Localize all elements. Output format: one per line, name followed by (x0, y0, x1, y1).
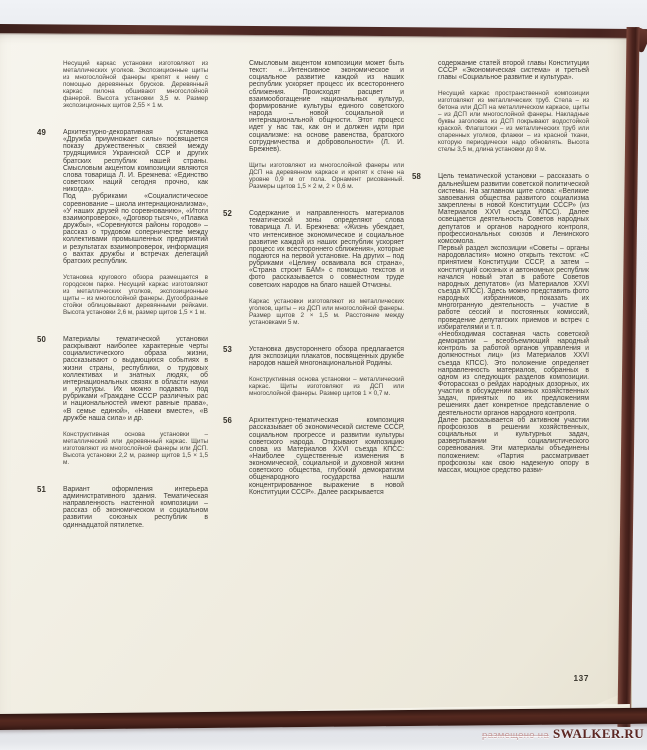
catalog-entry-52 (223, 210, 404, 326)
body-paragraph: Первый раздел экспозиции «Советы – органы народовластия» можно открыть текстом: «С принятием Конституции СССР, а затем – конституций союзных и автономных республик начался новый этап в работе Советов народных депутатов» (из Материалов XXVI съезда КПСС). Здесь можно представить фото народных избранников, показать их многогранную деятельность – участие в работе сессий и постоянных комиссий, проведение депутатских приемов и встреч с избирателями и т. п. (438, 245, 589, 331)
body-paragraph: Архитектурно-тематическая композиция рассказывает об экономической системе СССР, социальном прогрессе и развитии культуры советского народа. Открывают композицию слова из Материалов XXVI съезда КПСС: «Наиболее существенные изменения в экономической, социальной и духовной жизни советского общества, глубокий демократизм общенародного государства нашли концентрированное выражение в новой Конституции СССР». Далее раскрывается (249, 417, 404, 496)
entry-paragraphs (249, 60, 404, 190)
body-paragraph: «Необходимая составная часть советской демократии – всеобъемлющий народный контроль за работой органов управления и должностных лиц» (из Материалов XXVI съезда КПСС). Это положение определяет направленность материалов, собранных в одном из следующих разделов композиции. Фоторассказ о рейдах народных дозорных, их участии в обсуждении важных хозяйственных задач, принятых по их предложениям решениях дает конкретное представление о деятельности органов народного контроля. (438, 330, 589, 417)
catalog-entry-56 (223, 417, 404, 496)
body-paragraph: содержание статей второй главы Конституции СССР «Экономическая система» и третьей главы «Социальное развитие и культура». (438, 60, 589, 82)
entry-number: 58 (412, 172, 422, 182)
catalog-entry-49 (37, 129, 208, 316)
entry-paragraphs (249, 210, 404, 326)
entry-number: 50 (37, 334, 47, 344)
body-paragraph: Далее рассказывается об активном участии профсоюзов в решении хозяйственных, социальных и культурных задач, развертывании социалистического соревнования. Эти материалы объединены положением: «Партия рассматривает профсоюзы как свою надежную опору в массах, мощное средство разви- (438, 416, 589, 474)
text-column-3 (412, 60, 589, 474)
page-number: 137 (573, 674, 589, 683)
watermark (482, 726, 644, 742)
body-paragraph: Содержание и направленность материалов тематической зоны определяют слова товарища Л. И. Брежнева: «Жизнь убеждает, что интенсивное экономическое и социальное развитие каждой из наших республик ускоряет процесс их всестороннего сближения», которые подаются на первой установке. На других – под рубриками «Целину осваивала вся страна», «Страна строит БАМ» с помощью текстов и фото рассказывается о совместном труде советских народов на благо нашей Отчизны. (249, 210, 404, 289)
entry-paragraphs (249, 417, 404, 496)
spec-paragraph: Конструктивная основа установки – металлический каркас. Щиты изготовляют из ДСП или многослойной фанеры. Размер щитов 1 × 0,7 м. (249, 376, 404, 398)
entry-paragraphs (438, 173, 589, 474)
book-page (0, 29, 632, 719)
catalog-entry-58 (412, 173, 589, 474)
body-paragraph: Материалы тематической установки раскрывают наиболее характерные черты социалистического образа жизни, рассказывают о выдающихся событиях в жизни страны, республики, о трудовых коллективах и знатных людях, об интернациональных связях в области науки и культуры. Их можно подавать под рубриками «Граждане СССР различных рас и национальностей имеют равные права», «В семье единой», «Навеки вместе», «В дружбе наша сила» и др. (63, 335, 208, 422)
catalog-entry-51 (37, 486, 208, 529)
spec-paragraph: Несущий каркас установки изготовляют из металлических уголков. Экспозиционные щиты из многослойной фанеры крепят к нему с помощью деревянных брусков. Деревянный каркас пилона обшивают многослойной фанерой. Высота установки 3,5 м. Размер экспозиционных щитов 2,55 × 1 м. (63, 60, 208, 109)
body-paragraph: Архитектурно-декоративная установка «Дружба приумножает силы» посвящается показу дружественных связей между трудящимися Украинской ССР и других братских республик нашей страны. Смысловым акцентом композиции являются слова товарища Л. И. Брежнева: «Единство советских наций сегодня прочно, как никогда». (63, 129, 208, 194)
body-paragraph: Цель тематической установки – рассказать о дальнейшем развитии советской политической системы. На заглавном щите слова: «Великие завоевания общества развитого социализма закреплены в новой Конституции СССР» (из Материалов XXVI съезда КПСС). Далее освещается деятельность Советов народных депутатов и органов народного контроля, профессиональных союзов и Ленинского комсомола. (438, 173, 589, 245)
entry-paragraphs (63, 60, 208, 109)
entry-paragraphs (63, 129, 208, 316)
continuation-block (223, 60, 404, 190)
spec-paragraph: Каркас установки изготовляют из металлических уголков, щиты – из ДСП или многослойной фанеры. Размер щитов 2 × 1,5 м. Расстояние между установками 5 м. (249, 297, 404, 326)
catalog-entry-53 (223, 346, 404, 397)
entry-paragraphs (63, 486, 208, 529)
body-paragraph: Установка двустороннего обзора предлагается для экспозиции плакатов, посвященных дружбе народов нашей многонациональной Родины. (249, 345, 404, 368)
page-text-area (0, 29, 632, 719)
body-paragraph: Вариант оформления интерьера административного здания. Тематическая направленность настенной композиции – рассказ об экономическом и социальном развитии союзных республик в одиннадцатой пятилетке. (63, 485, 208, 529)
catalog-entry-50 (37, 336, 208, 466)
watermark-prefix: размещено на (482, 730, 549, 741)
watermark-site: SWALKER.RU (552, 726, 644, 741)
entry-paragraphs (249, 346, 404, 397)
spec-paragraph: Несущий каркас пространственной композиции изготовляют из металлических труб. Стела – из бетона или ДСП на металлическом каркасе, щиты – из ДСП или многослойной фанеры. Накладные буквы заголовка из ДСП покрывают водостойкой краской. Флагштоки – из металлических труб или спаренных уголков, флажки – из красной ткани, которую периодически надо обновлять. Высота стелы 3,5 м, длина установки до 8 м. (438, 90, 589, 154)
body-paragraph: Смысловым акцентом композиции может быть текст: «...Интенсивное экономическое и социальное развитие каждой из наших республик ускоряет процесс их всестороннего сближения. Происходят расцвет и взаимообогащение национальных культур, формирование культуры единого советского народа – новой социальной и интернациональной общности. Этот процесс идет у нас так, как он и должен идти при социализме: на основе равенства, братского сотрудничества и добровольности» (Л. И. Брежнев). (249, 60, 404, 153)
entry-paragraphs (438, 60, 589, 153)
spec-paragraph: Щиты изготовляют из многослойной фанеры или ДСП на деревянном каркасе и крепят к стене на уровне 0,9 м от пола. Орнамент рисованный. Размеры щитов 1,5 × 2 м, 2 × 0,6 м. (249, 162, 404, 191)
entry-number: 52 (223, 209, 233, 219)
body-paragraph: Под рубриками «Социалистическое соревнование – школа интернационализма», «У наших друзей по соревнованию», «Итоги взаимопроверок», «Договор тысяч», «Плавка дружбы», «Соревнуются районы городов» – рассказ о трудовом соперничестве между коллективами промышленных предприятий и результатах взаимопроверок, информация о вахтах дружбы и встречах делегаций братских республик. (63, 193, 208, 265)
spec-paragraph: Конструктивная основа установки – металлический или деревянный каркас. Щиты изготовляют из многослойной фанеры или ДСП. Высота установки 2,2 м, размер щитов 1,5 × 1,5 м. (63, 430, 208, 466)
text-column-2 (223, 60, 404, 496)
continuation-block (37, 60, 208, 109)
entry-number: 56 (223, 416, 233, 426)
entry-number: 53 (223, 344, 233, 354)
entry-paragraphs (63, 336, 208, 466)
spec-paragraph: Установка кругового обзора размещается в городском парке. Несущий каркас изготовляют из металлических уголков, экспозиционные щиты – из многослойной фанеры. Дугообразные стойки облицовывают деревянными рейками. Высота установки 2,6 м, размер щитов 1,5 × 1 м. (63, 273, 208, 316)
entry-number (223, 60, 249, 190)
entry-number: 51 (37, 484, 47, 494)
text-column-1 (37, 60, 208, 529)
entry-number (412, 60, 438, 153)
entry-number (37, 60, 63, 109)
continuation-block (412, 60, 589, 153)
entry-number: 49 (37, 128, 47, 137)
